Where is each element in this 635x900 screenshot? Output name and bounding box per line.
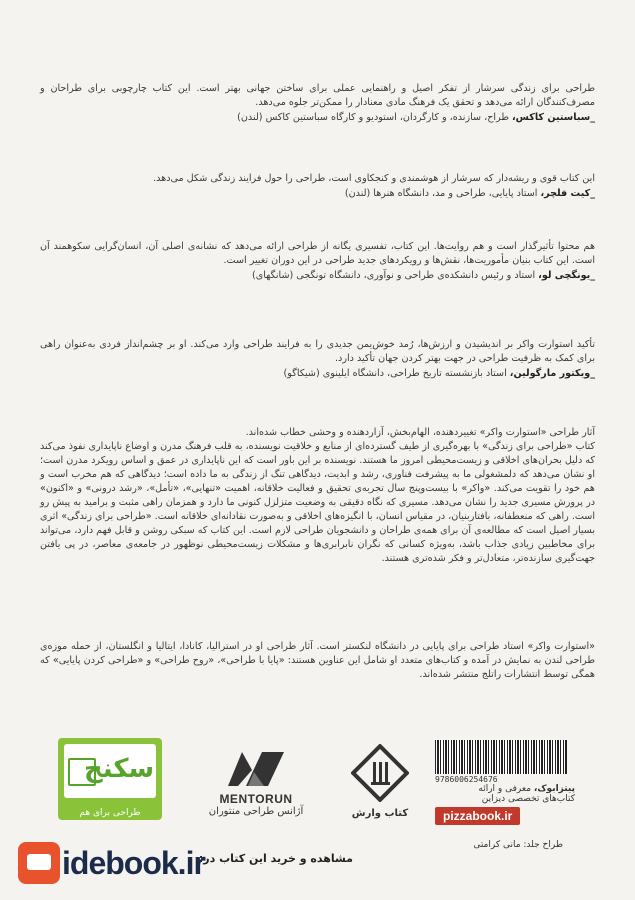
endorser-name: _کیت فلچر، [540, 188, 595, 199]
varesh-emblem-icon [351, 744, 409, 802]
buy-this-book-text: مشاهده و خرید این کتاب در: [198, 852, 353, 865]
endorser-name: _سباستین کاکس، [512, 112, 595, 123]
varesh-logo [340, 744, 420, 819]
pizzabook-line1-text: معرفی و ارائه [478, 784, 534, 794]
publisher-logo-panel [64, 744, 156, 798]
endorsement-text: این کتاب قوی و ریشه‌دار که سرشار از هوشمندی و کنجکاوی است، طراحی را حول فرایند زندگی شکل می‌دهد. [153, 173, 595, 184]
chat-bubble-icon [18, 842, 60, 884]
isbn-barcode [435, 740, 567, 774]
book-description [40, 426, 595, 566]
endorsement-signature [40, 269, 595, 283]
endorsement-2 [40, 172, 595, 201]
author-bio-text: «استوارت واکر» استاد طراحی برای پایایی در دانشگاه لنکستر است. آثار طراحی او در استرالیا، کانادا، ایتالیا و انگلستان، از حمله موزه‌ی طراحی لندن به نمایش در آمده و کتاب‌های متعدد او شامل این عناوین هستند: «پایا با طراحی»، «روح طراحی» و «طراحی کردن پایایی» که همگی توسط انتشارات راتلج منتشر شده‌اند. [40, 641, 595, 680]
barcode-area [435, 740, 575, 825]
endorsement-4 [40, 338, 595, 381]
publisher-band-label: طراحی برای هم [79, 808, 141, 818]
endorsement-text: هم محتوا تأثیرگذار است و هم روایت‌ها. این کتاب، تفسیری یگانه از طراحی ارائه می‌دهد که نشانه‌ی اصلی آن، انسان‌گرایی سکوهمند آن است. این کتاب بنیان مأموریت‌ها، نقش‌ها و رویکردهای جدید طراحی در این دوران تغییر است. [40, 241, 595, 266]
endorser-role: طراح، سازنده، و کارگردان، استودیو و کارگاه سباستین کاکس (لندن) [237, 112, 513, 123]
endorser-role: استاد بازنشسته تاریخ طراحی، دانشگاه ایلینوی (شیکاگو) [283, 368, 510, 379]
mentorun-name-fa: آژانس طراحی منتوران [208, 806, 304, 817]
site-watermark[interactable] [18, 844, 205, 882]
varesh-caption: کتاب وارش [351, 808, 409, 819]
pizzabook-url[interactable]: pizzabook.ir [435, 807, 520, 825]
endorsement-3 [40, 240, 595, 283]
mentorun-mark-icon [224, 746, 288, 790]
pizzabook-title: پیتزابوک، [533, 784, 575, 794]
endorser-role: استاد پایایی، طراحی و مد، دانشگاه هنرها (لندن) [344, 188, 541, 199]
endorsement-1 [40, 82, 595, 125]
endorsement-signature [40, 111, 595, 125]
endorser-name: _یونگچی لو، [538, 270, 595, 281]
mentorun-name-en: MENTORUN [219, 792, 293, 806]
cover-footer [0, 728, 635, 900]
description-heading: آثار طراحی «استوارت واکر» تغییردهنده، الهام‌بخش، آزاردهنده و وحشی خطاب شده‌اند. [245, 427, 595, 438]
endorsement-signature [40, 187, 595, 201]
endorser-role: استاد و رئیس دانشکده‌ی طراحی و نوآوری، دانشگاه تونگجی (شانگهای) [251, 270, 539, 281]
endorsement-text: طراحی برای زندگی سرشار از تفکر اصیل و راهنمایی عملی برای ساختن جهانی بهتر است. این کتاب چارچوبی برای طراحان و مصرف‌کنندگان ارائه می‌دهد و تحقق یک فرهنگ مادی معنادار را ممکن‌تر جلوه می‌دهد. [40, 83, 595, 108]
description-body: کتاب «طراحی برای زندگی» با بهره‌گیری از طیف گسترده‌ای از منابع و خلاقیت نویسنده، به قلب فرهنگ مدرن و اوضاع ناپایداری نفوذ می‌کند که دلیل بحران‌های اخلاقی و زیست‌محیطی امروز ما هستند. نویسنده بر این باور است که این ناپایداری در عمق و اساس رویکرد مدرن است؛ او نشان می‌دهد که دلمشغولی ما به پیشرفت فناوری، رشد و ابدیت، دیدگاهی تنگ از زندگی به ما داده است؛ دیدگاهی که هم مخرب است و هم خود را تقویت می‌کند. «واکر» با بیست‌وپنج سال تجربه‌ی تحقیق و فعالیت خلاقانه، اهمیت «تنهایی»، «تأمل»، «رشد درونی» و «اکنون» در پرورش مسیری جدید را نشان می‌دهد. مسیری که نگاه دقیقی به وضعیت متزلزل کنونی ما دارد و همزمان راهی مثبت و برامید به پیش رو است. راهی که منعطفانه، بافتاربنیان، در مقیاس انسان، با انگیزه‌های اخلاقی و به‌صورت نقادانه‌ای خلاقانه است. «طراحی برای زندگی» اثری بسیار اصیل است که مطالعه‌ی آن برای همه‌ی طراحان و دانشجویان طراحی لازم است. این کتاب که سبکی روشن و قابل فهم دارد، می‌تواند برای مخاطبین زیادی جذاب باشد، به‌ویژه کسانی که نگران نابرابری‌ها و مشکلات زیست‌محیطی نوظهور در جامعه‌ی معاصر، در پی یافتن جهت‌گیری سازنده‌تر، متعادل‌تر و فکر شده‌تری هستند. [40, 441, 595, 564]
endorsement-signature [40, 367, 595, 381]
endorsement-text: تأکید استوارت واکر بر اندیشیدن و ارزش‌ها، رُمد خوش‌یمن جدیدی را به فرایند طراحی وارد می‌کند. او بر چشم‌انداز فردی به‌عنوان راهی برای کمک به ظرفیت طراحی در جهت بهتر کردن جهان تأکید دارد. [40, 339, 595, 364]
isbn-number: 9786006254676 [435, 775, 498, 784]
cover-designer-credit: طراح جلد: مانی کرامتی [473, 840, 563, 850]
endorser-name: _ویکتور مارگولین، [509, 368, 595, 379]
author-bio [40, 640, 595, 682]
publisher-logo [58, 738, 162, 820]
pizzabook-line-2: کتاب‌های تخصصی دیزاین [481, 794, 575, 804]
publisher-logo-text: سکنج [84, 754, 155, 784]
pizzabook-line-1 [435, 784, 575, 794]
mentorun-logo [200, 746, 312, 817]
watermark-text: idebook.ir [62, 844, 205, 881]
